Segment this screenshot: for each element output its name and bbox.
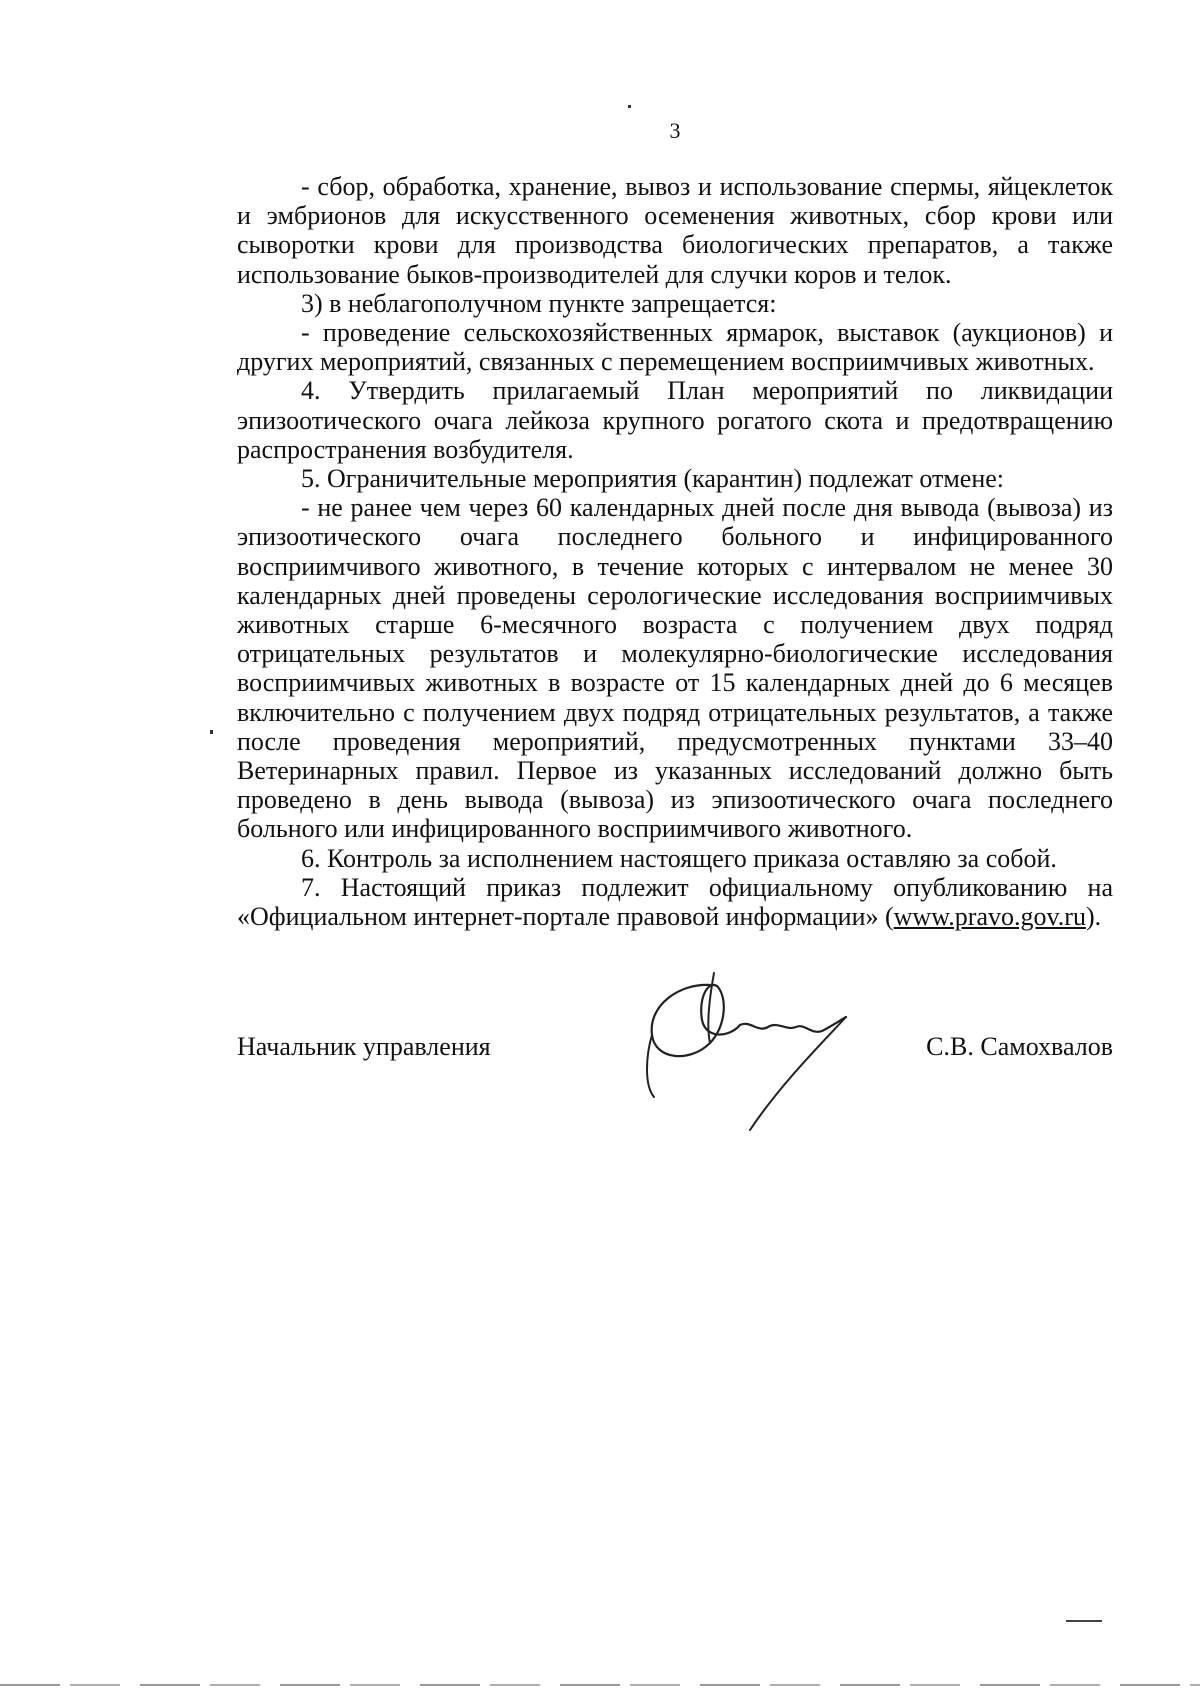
publication-text-end: ). xyxy=(1085,902,1102,932)
scan-edge-line xyxy=(0,1684,1200,1686)
paragraph-approve-plan: 4. Утвердить прилагаемый План мероприятий по ликвидации эпизоотического очага лейкоза крупного рогатого скота и предотвращению распространения возбудителя. xyxy=(237,376,1113,464)
signatory-position: Начальник управления xyxy=(237,1032,491,1061)
publication-text: 7. Настоящий приказ подлежит официальному опубликованию на «Официальном интернет-портале правовой информации» ( xyxy=(237,872,1113,932)
handwritten-signature xyxy=(640,965,870,1135)
paragraph-quarantine-conditions: - не ранее чем через 60 календарных дней после дня вывода (вывоза) из эпизоотического очага последнего больного и инфицированного восприимчивого животного, в течение которых с интервалом не менее 30 календарных дней проведены серологические исследования восприимчивых животных старше 6-месячного возраста с получением двух подряд отрицательных результатов и молекулярно-биологические исследования восприимчивых животных в возрасте от 15 календарных дней до 6 месяцев включительно с получением двух подряд отрицательных результатов, а также после проведения мероприятий, предусмотренных пунктами 33–40 Ветеринарных правил. Первое из указанных исследований должно быть проведено в день вывода (вывоза) из эпизоотического очага последнего больного или инфицированного восприимчивого животного. xyxy=(237,493,1113,844)
paragraph-fairs-ban: - проведение сельскохозяйственных ярмарок, выставок (аукционов) и других мероприятий, связанных с перемещением восприимчивых животных. xyxy=(237,318,1113,377)
paragraph-restrictions-heading: 3) в неблагополучном пункте запрещается: xyxy=(301,288,777,318)
scan-dash xyxy=(1066,1620,1102,1622)
scan-speck xyxy=(210,730,213,734)
pravo-link[interactable]: www.pravo.gov.ru xyxy=(893,902,1086,932)
document-body xyxy=(237,172,1113,931)
signatory-name: С.В. Самохвалов xyxy=(926,1032,1113,1061)
paragraph-collection-ban: - сбор, обработка, хранение, вывоз и использование спермы, яйцеклеток и эмбрионов для искусственного осеменения животных, сбор крови или сыворотки крови для производства биологических препаратов, а также использование быков-производителей для случки коров и телок. xyxy=(237,172,1113,289)
paragraph-quarantine-lift: 5. Ограничительные мероприятия (карантин) подлежат отмене: xyxy=(301,464,1005,494)
paragraph-publication xyxy=(237,873,1113,931)
page-number: 3 xyxy=(669,118,681,143)
scan-speck xyxy=(628,105,631,108)
paragraph-control: 6. Контроль за исполнением настоящего приказа оставляю за собой. xyxy=(301,843,1057,873)
